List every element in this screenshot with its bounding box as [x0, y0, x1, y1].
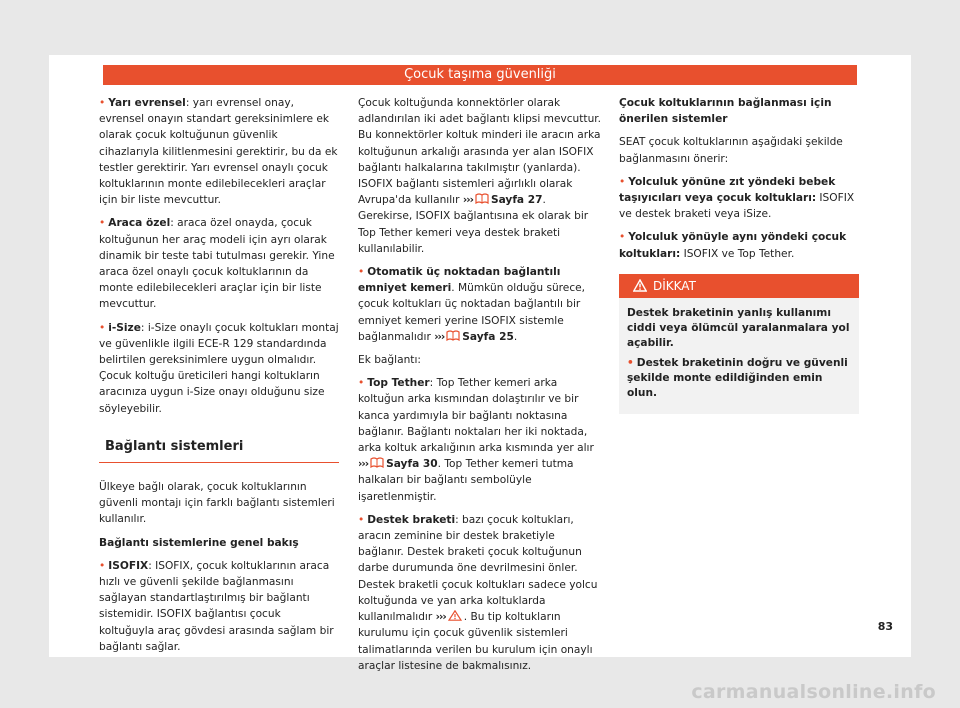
- manual-page: [49, 55, 911, 672]
- term: Yolculuk yönüyle aynı yöndeki çocuk koltukları:: [619, 231, 847, 260]
- warning-bullet: [627, 356, 851, 401]
- isofix-item: [99, 558, 339, 655]
- term: Otomatik üç noktadan bağlantılı emniyet kemeri: [358, 266, 561, 295]
- bullet-icon: •: [99, 321, 106, 334]
- term: Destek braketi: [367, 513, 456, 526]
- item-text: ISOFIX ve Top Tether.: [680, 247, 795, 260]
- page-ref-link[interactable]: Sayfa 25: [462, 330, 514, 343]
- ref-marker: ›››: [358, 458, 369, 471]
- text: .: [513, 330, 518, 343]
- term: Top Tether: [367, 377, 430, 390]
- book-ref-icon: [446, 330, 460, 341]
- section-title: Bağlantı sistemleri: [99, 431, 339, 463]
- bullet-icon: •: [99, 97, 106, 109]
- bullet-icon: •: [358, 377, 365, 390]
- column-middle: [358, 95, 602, 681]
- recommended-heading: [619, 95, 859, 127]
- warning-ref-icon: [448, 610, 462, 621]
- bullet-icon: •: [358, 513, 365, 526]
- item-text: : bazı çocuk koltukları, aracın zeminine bir destek braketiyle bağlanır. Destek braketi çocuk koltuğunun darbe durumunda öne devrilmesini önler. Destek braketli çocuk koltukları sadece yolcu koltuğunda ve yan arka koltuklarda kullanılmalıdır: [358, 513, 598, 624]
- intro-text: Ülkeye bağlı olarak, çocuk koltuklarının güvenli montajı için farklı bağlantı sistemleri kullanılır.: [99, 481, 335, 526]
- isize-item: [99, 320, 339, 417]
- item-text: . Mümkün olduğu sürece, çocuk koltukları üç noktadan bağlantılı bir emniyet kemeri yerine ISOFIX sistemle bağlanmalıdır: [358, 282, 586, 343]
- bullet-icon: •: [358, 266, 365, 279]
- page-number: 83: [877, 620, 893, 633]
- item-text: ISOFIX ve destek braketi veya iSize.: [619, 192, 855, 221]
- text: . Gerekirse, ISOFIX bağlantısına ek olarak bir Top Tether kemeri veya destek braketi kullanılabilir.: [358, 194, 589, 255]
- extra-connection-label: Ek bağlantı:: [358, 354, 421, 367]
- warning-body: [619, 298, 859, 414]
- item-text: : ISOFIX, çocuk koltuklarının araca hızlı ve güvenli şekilde bağlanmasını sağlayan standartlaştırılmış bir bağlantı sistemidir. ISOFIX bağlantısı çocuk koltuğuyla araç gövdesi arasında sağlam bir bağlantı sağlar.: [99, 559, 334, 653]
- term: Yarı evrensel: [108, 97, 186, 109]
- semi-universal-item: [99, 95, 339, 208]
- overview-heading-text: Bağlantı sistemlerine genel bakış: [99, 536, 299, 549]
- book-ref-icon: [370, 457, 384, 468]
- column-left: [99, 95, 339, 662]
- text: Çocuk koltuğunda konnektörler olarak adlandırılan iki adet bağlantı klipsi mevcuttur. Bu konnektörler koltuk minderi ile aracın arka koltuğunun arkalığı arasında yer alan ISOFIX bağlantı halkalarına takılmıştır (yanlarda). ISOFIX bağlantı sistemleri ağırlıklı olarak Avrupa'da kullanılır: [358, 97, 602, 207]
- column-right: [619, 95, 859, 414]
- ref-marker: ›››: [435, 611, 446, 624]
- bullet-icon: •: [627, 356, 634, 369]
- item-text: : araca özel onayda, çocuk koltuğunun her araç modeli için ayrı olarak dinamik bir teste tabi tutulması gerekir. Yine araca özel onaylı çocuk koltuklarının da monte edilebilecekleri araçlar için bir liste mevcuttur.: [99, 217, 335, 311]
- vehicle-specific-item: [99, 215, 339, 312]
- forward-facing-item: [619, 229, 859, 261]
- warning-header: [619, 274, 859, 298]
- term: ISOFIX: [108, 559, 149, 572]
- overview-heading: [99, 535, 339, 551]
- isofix-description: [358, 95, 602, 257]
- ref-marker: ›››: [462, 194, 473, 207]
- bullet-icon: •: [99, 217, 106, 230]
- top-tether-item: [358, 375, 602, 505]
- watermark: carmanualsonline.info: [691, 681, 936, 703]
- item-text: : yarı evrensel onay, evrensel onayın standart gereksinimlere ek olarak çocuk koltuğunun güvenlik cihazlarıyla kilitlenmesini gerektirir, bu da ek testler gerektirir. Yarı evrensel onaylı çocuk koltuklarının monte edilebilecekleri araçlar için bir liste mevcuttur.: [99, 97, 338, 207]
- rear-facing-item: [619, 174, 859, 223]
- support-bracket-item: [358, 512, 602, 674]
- term: i-Size: [108, 321, 141, 334]
- three-point-item: [358, 264, 602, 345]
- term: Yolculuk yönüne zıt yöndeki bebek taşıyıcıları veya çocuk koltukları:: [619, 175, 836, 205]
- recommended-intro: SEAT çocuk koltuklarının aşağıdaki şekilde bağlanmasını önerir:: [619, 136, 843, 165]
- page-ref-link[interactable]: Sayfa 30: [386, 458, 438, 471]
- text: . Bu tip koltukların kurulumu için çocuk güvenlik sistemleri talimatlarında verilen bu kurulum için onaylı araçlar listesine de bakmalısınız.: [358, 611, 593, 672]
- warning-title: DİKKAT: [653, 278, 696, 293]
- page-ref-link[interactable]: Sayfa 27: [490, 194, 543, 207]
- warning-icon: [633, 279, 647, 292]
- heading-text: Çocuk koltuklarının bağlanması için önerilen sistemler: [619, 97, 832, 126]
- ref-marker: ›››: [434, 330, 445, 343]
- term: Araca özel: [108, 217, 171, 230]
- warning-box: [619, 274, 859, 414]
- item-text: : Top Tether kemeri arka koltuğun arka kısmından dolaştırılır ve bir kanca yardımıyla bir bağlantı noktasına bağlanır. Bağlantı noktaları her iki noktada, arka koltuk arkalığının arka kısmında yer alır: [358, 377, 594, 455]
- section-header: Çocuk taşıma güvenliği: [103, 65, 857, 85]
- bullet-icon: •: [99, 559, 106, 572]
- warning-bullet-text: Destek braketinin doğru ve güvenli şekilde monte edildiğinden emin olun.: [627, 356, 848, 399]
- warning-text: Destek braketinin yanlış kullanımı ciddi veya ölümcül yaralanmalara yol açabilir.: [627, 306, 850, 349]
- item-text: : i-Size onaylı çocuk koltukları montaj ve güvenlikle ilgili ECE-R 129 standardında belirtilen gereksinimlere uygun olmalıdır. Çocuk koltuğu üreticileri hangi koltukların aracınıza uygun i-Size onayı olduğunu size söyleyebilir.: [99, 321, 339, 415]
- text: . Top Tether kemeri tutma halkaları bir bağlantı sembolüyle işaretlenmiştir.: [358, 458, 574, 503]
- bullet-icon: •: [619, 231, 626, 244]
- bullet-icon: •: [619, 175, 626, 188]
- book-ref-icon: [475, 193, 489, 204]
